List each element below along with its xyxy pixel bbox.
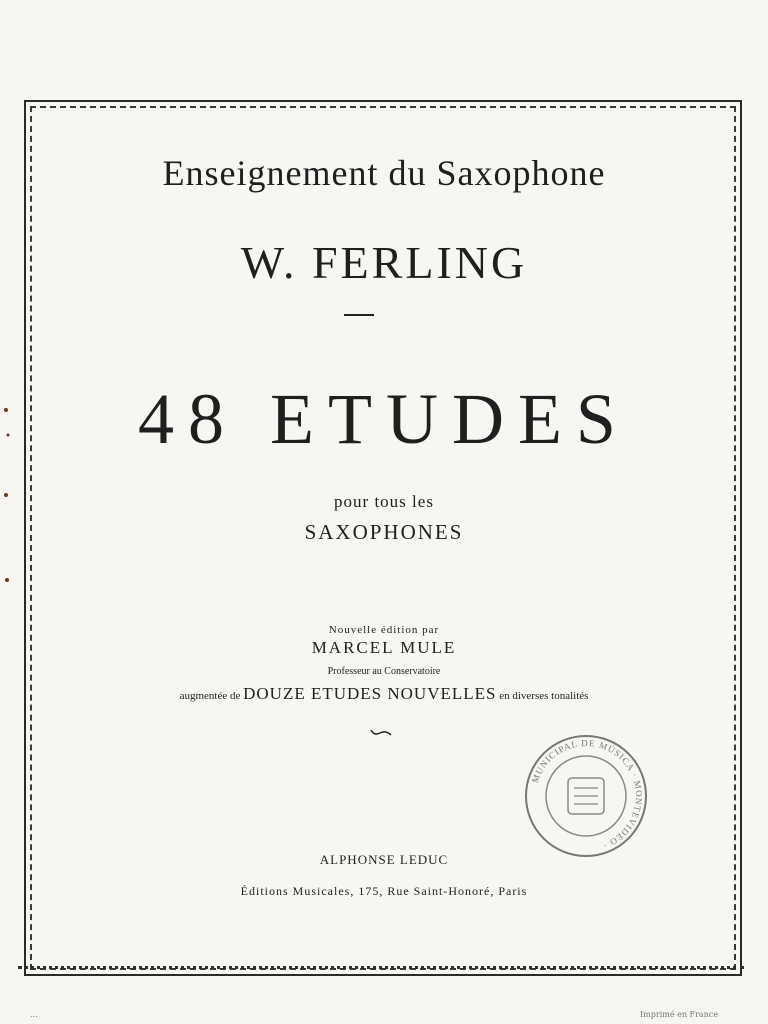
editor-role: Professeur au Conservatoire — [327, 666, 441, 677]
ornament-squiggle — [370, 727, 392, 737]
subtitle-for: pour tous les — [334, 492, 434, 511]
bottom-ornament-strip — [18, 966, 744, 973]
subtitle-instrument: SAXOPHONES — [304, 520, 464, 544]
footer-right-text: Imprimé en France — [640, 1010, 719, 1019]
augmentation-line — [0, 684, 768, 704]
editor-name: MARCEL MULE — [311, 638, 457, 657]
publisher-name: ALPHONSE LEDUC — [319, 852, 449, 867]
svg-text:MUNICIPAL DE MÚSICA · MONTEVID: MUNICIPAL DE MÚSICA · MONTEVIDEO · — [529, 737, 645, 851]
work-title: 48 ETUDES — [138, 379, 630, 459]
publisher-address: Éditions Musicales, 175, Rue Saint-Honoré, Paris — [240, 884, 528, 898]
augment-suffix: en diverses tonalités — [499, 690, 589, 702]
augment-prefix: augmentée de — [179, 690, 241, 702]
composer-name: W. FERLING — [240, 237, 528, 288]
title-rule — [344, 314, 374, 316]
series-title: Enseignement du Saxophone — [162, 153, 606, 193]
library-stamp — [522, 732, 650, 860]
footer-left-text: ... — [30, 1010, 38, 1019]
augment-main: DOUZE ETUDES NOUVELLES — [243, 684, 497, 703]
edition-intro: Nouvelle édition par — [328, 624, 440, 636]
